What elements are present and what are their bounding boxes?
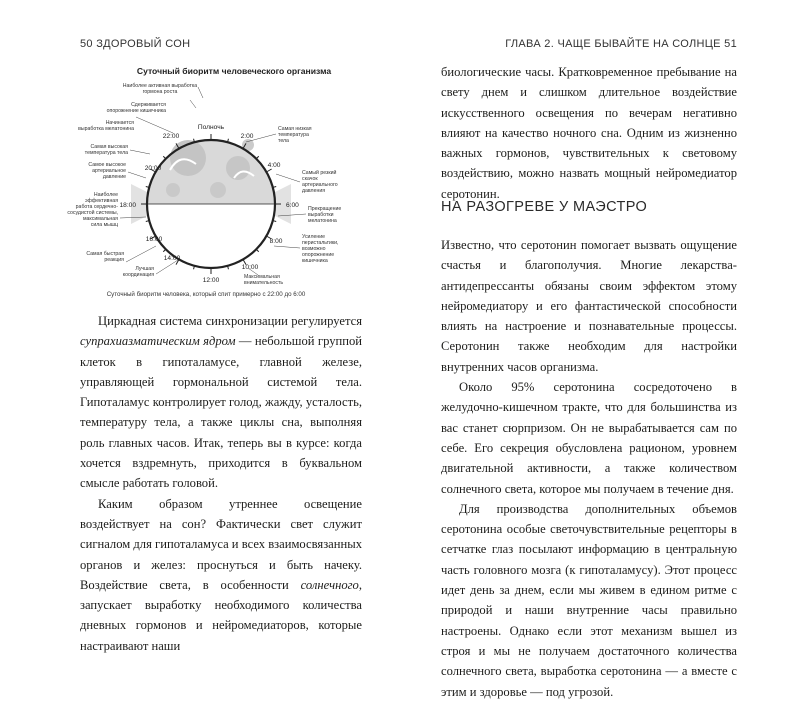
moon-crater: [210, 182, 226, 198]
circadian-figure: [38, 50, 378, 300]
emphasis: солнечного: [300, 577, 359, 592]
time-label-20: 20:00: [144, 165, 162, 172]
time-label-8: 8:00: [269, 238, 283, 245]
annotation-growth-hormone: Наиболее активная выработка гормона роста: [122, 83, 198, 95]
paragraph: Каким образом утреннее освещение воздействует на сон? Фактически свет служит сигналом для гипоталамуса и всех взаимосвязанных органов и желез: проснуться и быть начеку. Воздействие света, в особенности солнечного, запускает выработку необходимого количества дневных гормонов и нейромедиаторов, которые настраивают наши: [80, 496, 362, 653]
figure-caption: Суточный биоритм человека, который спит примерно с 22:00 до 6:00: [106, 291, 306, 298]
time-label-6: 6:00: [286, 202, 299, 209]
annotation-pressure-spike: Самый резкий скачок артериального давления: [302, 170, 338, 194]
running-header-right: ГЛАВА 2. ЧАЩЕ БЫВАЙТЕ НА СОЛНЦЕ 51: [505, 38, 737, 50]
paragraph: Для производства дополнительных объемов серотонина особые светочувствительные рецепторы в сетчатке глаз посылают информацию в центральную часть головного мозга (к гипоталамусу). Этот процесс идет день за днем, если мы живем в едином ритме с природой и наши внутренние часы правильно настроены. Однако если этот механизм вышел из строя и мы не получаем достаточного количества солнечного света, выработка серотонина — а вместе с этим и здоровье — под угрозой.: [441, 501, 737, 699]
annotation-bowel-suppressed: Сдерживается опорожнение кишечника: [106, 102, 166, 114]
annotation-max-alertness: Максимальная внимательность: [244, 274, 284, 286]
moon-crater: [166, 183, 180, 197]
annotation-fast-reaction: Самая быстрая реакция: [86, 251, 124, 263]
time-label-12: 12:00: [202, 277, 220, 284]
annotation-highest-pressure: Самое высокое артериальное давление: [88, 162, 126, 180]
paragraph: Около 95% серотонина сосредоточено в желудочно-кишечном тракте, что для большинства из вас станет сюрпризом. Он не вырабатывается сам по себе. Его секреция обусловлена рационом, уровнем двигательной активности, а также количеством солнечного света, которое мы получаем в течение дня.: [441, 380, 737, 496]
time-label-4: 4:00: [267, 162, 281, 169]
figure-title: Суточный биоритм человеческого организма: [136, 66, 332, 76]
time-label-22: 22:00: [162, 133, 180, 140]
emphasis: супрахиазматическим ядром: [80, 334, 236, 349]
annotation-highest-temp: Самая высокая температура тела: [84, 144, 128, 156]
moon-crater: [226, 156, 250, 180]
right-column-body: [441, 235, 737, 702]
time-label-14: 14:00: [163, 255, 181, 262]
time-label-0: Полночь: [197, 124, 225, 131]
annotation-melatonin-start: Начинается выработка мелатонина: [78, 120, 134, 132]
dial-tick: [256, 156, 258, 158]
time-label-2: 2:00: [240, 133, 254, 140]
dial-tick: [163, 249, 165, 251]
annotation-melatonin-stop: Прекращение выработки мелатонина: [308, 206, 342, 224]
time-label-18: 18:00: [119, 202, 136, 209]
annotation-best-coordination: Лучшая координация: [122, 266, 154, 278]
running-header-left: 50 ЗДОРОВЫЙ СОН: [80, 38, 191, 50]
annotation-peristalsis: Усиление перистальтики, возможно опорожнение кишечника: [302, 234, 339, 264]
dial-tick: [266, 169, 271, 172]
right-column-top: [441, 62, 737, 204]
circadian-diagram: [38, 50, 378, 300]
paragraph: Известно, что серотонин помогает вызвать ощущение счастья и благополучия. Многие лекарства-антидепрессанты обязаны своим эффектом этому нейромедиатору и его фантастической способности влиять на настроение и познавательные процессы. Серотонин также необходим для настройки внутренних часов организма.: [441, 238, 737, 374]
annotation-lowest-temp: Самая низкая температура тела: [278, 126, 312, 144]
paragraph: биологические часы. Кратковременное пребывание на свету днем и слишком длительное воздействие искусственного освещения по вечерам негативно влияют на качество ночного сна. Одним из жизненно важных гормонов, чувствительных к световому воздействию, можно назвать мощный нейромедиатор серотонин.: [441, 65, 737, 201]
section-heading: НА РАЗОГРЕВЕ У МАЭСТРО: [441, 199, 648, 215]
annotation-cardio-efficiency: Наиболее эффективная работа сердечно-сосудистой системы, максимальная сила мышц: [67, 192, 118, 228]
left-column-text: [80, 311, 362, 656]
paragraph: Циркадная система синхронизации регулируется супрахиазматическим ядром — небольшой группой клеток в гипоталамусе, главной железе, управляющей гормональной системой тела. Гипоталамус контролирует голод, жажду, усталость, температуру тела, а также циклы сна, выполняя роль главных часов. Итак, теперь вы в курсе: когда хочется вздремнуть, приходится в буквальном смысле работать головой.: [80, 314, 363, 491]
time-label-10: 10:00: [241, 264, 259, 271]
dial-tick: [256, 249, 258, 251]
dial-tick: [163, 156, 165, 158]
time-label-16: 16:00: [145, 236, 163, 243]
